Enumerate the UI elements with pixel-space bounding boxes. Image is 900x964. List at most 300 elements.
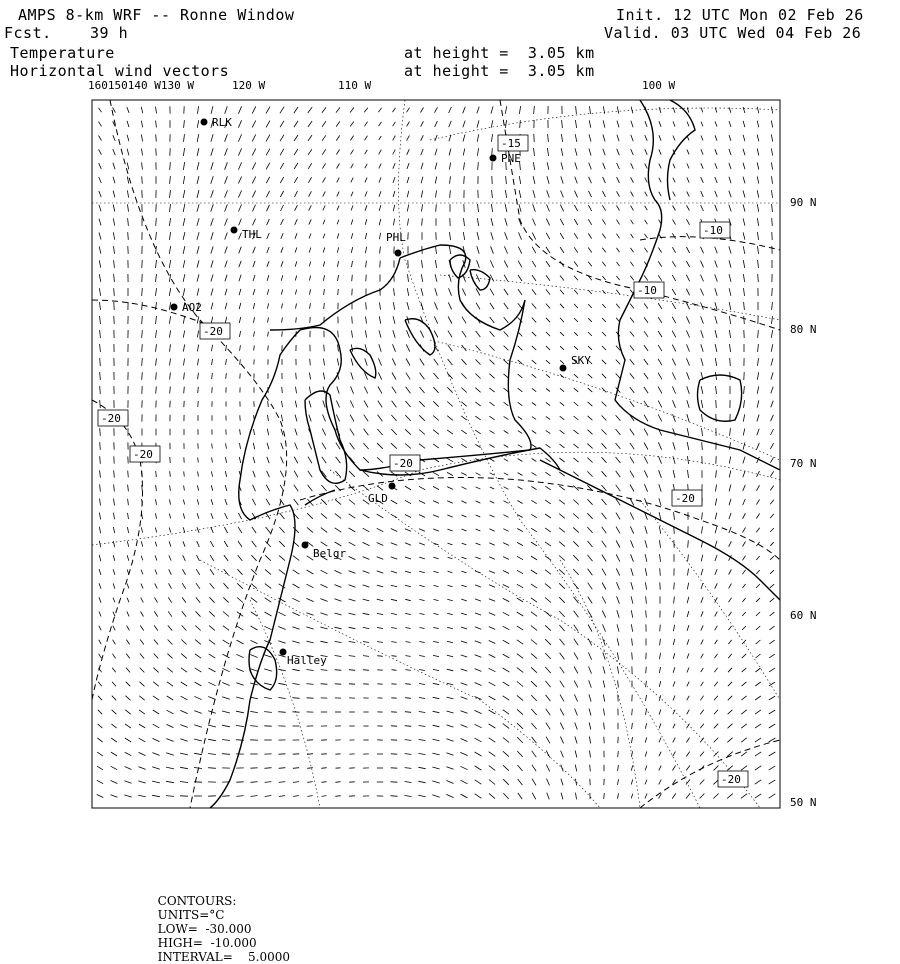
- wind-vector: [351, 150, 354, 155]
- wind-vector: [222, 754, 230, 755]
- wind-vector: [224, 527, 227, 533]
- wind-vector: [517, 529, 523, 532]
- wind-vector: [405, 754, 412, 755]
- wind-vector: [687, 710, 690, 715]
- wind-vector: [701, 597, 703, 603]
- wind-vector: [225, 261, 227, 268]
- graticule-line: [330, 470, 760, 808]
- wind-vector: [197, 331, 198, 338]
- wind-vector: [757, 443, 760, 449]
- wind-vector: [169, 218, 170, 226]
- wind-vector: [756, 499, 759, 504]
- map-title: AMPS 8-km WRF -- Ronne Window: [18, 6, 294, 24]
- wind-vector: [253, 443, 254, 449]
- wind-vector: [266, 499, 270, 505]
- wind-vector: [194, 739, 202, 741]
- wind-vector: [616, 541, 620, 548]
- wind-vector: [531, 695, 537, 701]
- wind-vector: [433, 571, 438, 573]
- wind-vector: [322, 457, 326, 463]
- wind-vector: [546, 695, 551, 701]
- wind-vector: [434, 599, 439, 600]
- wind-vector: [377, 528, 384, 531]
- wind-vector: [169, 555, 171, 560]
- wind-vector: [351, 247, 352, 253]
- wind-vector: [295, 443, 298, 450]
- wind-vector: [141, 107, 143, 113]
- wind-vector: [125, 724, 131, 728]
- wind-vector: [112, 668, 116, 673]
- wind-vector: [588, 611, 592, 618]
- contour-label: -15: [501, 137, 521, 150]
- wind-vector: [181, 682, 187, 686]
- wind-vector: [209, 611, 214, 616]
- wind-vector: [377, 486, 383, 491]
- wind-vector: [532, 388, 536, 391]
- wind-vector: [281, 247, 283, 253]
- wind-vector: [391, 628, 397, 629]
- wind-vector: [617, 248, 620, 252]
- wind-vector: [503, 585, 509, 588]
- wind-vector: [295, 276, 296, 281]
- graticule-line: [440, 275, 780, 320]
- wind-vector: [100, 358, 101, 366]
- wind-vector: [545, 528, 551, 532]
- wind-vector: [267, 289, 269, 295]
- wind-vector: [504, 431, 509, 434]
- wind-vector: [420, 614, 425, 615]
- wind-vector: [674, 597, 675, 604]
- wind-vector: [658, 275, 662, 280]
- wind-vector: [142, 302, 143, 310]
- wind-vector: [491, 120, 493, 127]
- lat-label-80n: 80 N: [790, 323, 817, 336]
- wind-vector: [142, 176, 143, 183]
- wind-vector: [573, 472, 578, 477]
- wind-vector: [349, 599, 356, 601]
- wind-vector: [503, 640, 510, 644]
- wind-vector: [755, 710, 761, 714]
- wind-vector: [631, 540, 634, 547]
- wind-vector: [139, 696, 144, 700]
- wind-vector: [140, 654, 144, 659]
- wind-vector: [461, 613, 467, 615]
- wind-vector: [504, 416, 509, 419]
- wind-vector: [197, 317, 199, 324]
- wind-vector: [603, 120, 605, 127]
- wind-vector: [757, 149, 759, 156]
- wind-vector: [281, 275, 283, 280]
- wind-vector: [519, 190, 521, 198]
- wind-vector: [156, 386, 157, 393]
- wind-vector: [631, 220, 634, 224]
- wind-vector: [659, 709, 661, 714]
- wind-vector: [589, 149, 591, 156]
- wind-vector: [391, 571, 397, 573]
- wind-vector: [183, 345, 184, 352]
- legend-low: LOW= -30.000: [158, 922, 252, 936]
- wind-vector: [561, 751, 564, 758]
- wind-vector: [365, 178, 367, 183]
- wind-vector: [631, 624, 632, 631]
- contour-label: -20: [203, 325, 223, 338]
- wind-vector: [715, 640, 718, 644]
- wind-vector: [743, 163, 745, 170]
- wind-vector: [715, 569, 717, 575]
- wind-vector: [475, 374, 480, 379]
- wind-vector: [211, 176, 214, 184]
- wind-vector: [114, 499, 115, 506]
- wind-vector: [128, 485, 129, 492]
- wind-vector: [321, 499, 327, 505]
- wind-vector: [603, 135, 605, 142]
- wind-vector: [365, 205, 367, 210]
- wind-vector: [716, 470, 717, 477]
- wind-vector: [743, 485, 746, 491]
- wind-vector: [533, 162, 534, 170]
- wind-vector: [602, 499, 607, 505]
- wind-vector: [618, 779, 619, 785]
- wind-vector: [631, 135, 633, 141]
- wind-vector: [211, 204, 214, 211]
- wind-vector: [575, 162, 577, 169]
- wind-vector: [616, 471, 621, 477]
- wind-vector: [602, 318, 606, 322]
- wind-vector: [714, 738, 719, 743]
- wind-vector: [253, 303, 254, 309]
- wind-vector: [574, 346, 578, 350]
- wind-vector: [560, 444, 565, 448]
- wind-vector: [238, 513, 241, 519]
- wind-vector: [379, 122, 382, 126]
- wind-vector: [379, 233, 380, 239]
- wind-vector: [560, 653, 565, 659]
- wind-vector: [99, 583, 101, 589]
- wind-vector: [701, 136, 703, 141]
- wind-vector: [658, 415, 662, 422]
- wind-vector: [363, 557, 370, 560]
- wind-vector: [517, 515, 522, 518]
- graticule-line: [640, 500, 780, 700]
- wind-vector: [434, 359, 439, 365]
- wind-vector: [447, 613, 453, 615]
- wind-vector: [447, 458, 453, 461]
- wind-vector: [365, 150, 368, 154]
- wind-vector: [278, 683, 285, 684]
- wind-vector: [770, 486, 773, 491]
- wind-vector: [113, 598, 115, 603]
- wind-vector: [225, 148, 228, 155]
- wind-vector: [757, 415, 759, 422]
- wind-vector: [309, 191, 312, 196]
- wind-vector: [475, 683, 482, 686]
- wind-vector: [602, 597, 606, 604]
- wind-vector: [503, 654, 510, 658]
- wind-vector: [574, 262, 578, 267]
- wind-vector: [770, 471, 773, 476]
- wind-vector: [644, 276, 648, 281]
- wind-vector: [559, 542, 565, 547]
- wind-vector: [602, 374, 606, 379]
- wind-vector: [617, 121, 619, 128]
- wind-vector: [100, 302, 101, 310]
- wind-vector: [393, 330, 395, 337]
- wind-vector: [560, 318, 564, 322]
- wind-vector: [589, 163, 592, 170]
- wind-vector: [531, 556, 537, 560]
- wind-vector: [436, 204, 437, 211]
- wind-vector: [503, 529, 508, 532]
- wind-vector: [349, 670, 355, 671]
- wind-vector: [588, 219, 591, 225]
- wind-vector: [504, 473, 508, 475]
- contour-label: -20: [675, 492, 695, 505]
- wind-vector: [461, 373, 466, 378]
- wind-vector: [617, 106, 619, 113]
- wind-vector: [169, 246, 170, 254]
- wind-vector: [658, 331, 662, 337]
- wind-vector: [503, 598, 509, 601]
- wind-vector: [562, 120, 563, 128]
- wind-vector: [531, 514, 537, 517]
- wind-vector: [225, 289, 227, 296]
- wind-vector: [310, 359, 311, 366]
- wind-vector: [350, 443, 355, 449]
- wind-vector: [463, 107, 466, 113]
- wind-vector: [338, 289, 339, 295]
- wind-vector: [603, 652, 605, 659]
- wind-vector: [602, 610, 605, 617]
- wind-vector: [476, 303, 480, 310]
- station-label: Halley: [287, 654, 327, 667]
- wind-vector: [743, 556, 746, 561]
- wind-vector: [197, 204, 199, 212]
- wind-vector: [700, 752, 704, 757]
- wind-vector: [419, 444, 425, 449]
- wind-vector: [659, 121, 661, 127]
- wind-vector: [238, 162, 241, 169]
- wind-vector: [419, 726, 426, 727]
- wind-vector: [673, 470, 675, 478]
- wind-vector: [727, 794, 733, 799]
- wind-vector: [575, 779, 576, 786]
- wind-vector: [419, 515, 425, 518]
- wind-vector: [700, 724, 704, 729]
- wind-vector: [559, 583, 565, 588]
- wind-vector: [183, 190, 185, 198]
- wind-vector: [701, 149, 703, 154]
- wind-vector: [405, 698, 411, 699]
- wind-vector: [560, 709, 564, 716]
- wind-vector: [547, 793, 550, 800]
- wind-vector: [645, 498, 648, 505]
- wind-vector: [435, 274, 437, 282]
- wind-vector: [226, 443, 227, 448]
- wind-vector: [100, 470, 101, 477]
- wind-vector: [295, 261, 297, 266]
- wind-vector: [153, 696, 159, 700]
- wind-vector: [602, 443, 607, 448]
- wind-vector: [672, 233, 675, 238]
- wind-vector: [727, 738, 732, 743]
- wind-vector: [393, 163, 395, 168]
- wind-vector: [532, 318, 536, 323]
- wind-vector: [504, 445, 509, 448]
- wind-vector: [253, 219, 256, 226]
- wind-vector: [476, 515, 481, 517]
- wind-vector: [379, 316, 380, 323]
- wind-vector: [113, 177, 115, 184]
- wind-vector: [532, 303, 536, 308]
- wind-vector: [461, 725, 468, 728]
- wind-vector: [644, 359, 648, 365]
- wind-vector: [461, 766, 468, 769]
- wind-vector: [198, 387, 199, 393]
- wind-vector: [307, 782, 313, 783]
- wind-vector: [182, 597, 186, 602]
- wind-vector: [631, 177, 634, 182]
- wind-vector: [212, 373, 213, 379]
- wind-vector: [169, 288, 170, 296]
- wind-vector: [617, 596, 620, 603]
- wind-vector: [391, 599, 397, 600]
- wind-vector: [460, 752, 467, 755]
- wind-vector: [505, 204, 507, 212]
- wind-vector: [337, 386, 339, 393]
- wind-vector: [588, 597, 592, 604]
- wind-vector: [504, 275, 508, 282]
- wind-vector: [418, 767, 425, 768]
- wind-vector: [728, 710, 733, 714]
- wind-vector: [196, 597, 200, 602]
- wind-vector: [128, 204, 129, 211]
- wind-vector: [183, 569, 186, 575]
- wind-vector: [603, 163, 606, 169]
- wind-vector: [267, 261, 269, 267]
- wind-vector-field: [97, 106, 776, 799]
- wind-vector: [379, 136, 382, 140]
- wind-vector: [338, 275, 339, 281]
- contour-line: [300, 478, 780, 561]
- wind-vector: [602, 513, 607, 519]
- wind-vector: [267, 429, 268, 435]
- wind-vector: [180, 725, 187, 728]
- wind-vector: [310, 303, 311, 309]
- wind-vector: [419, 698, 425, 699]
- wind-vector: [266, 135, 270, 142]
- wind-vector: [350, 122, 354, 127]
- wind-vector: [477, 134, 479, 141]
- wind-vector: [559, 625, 564, 631]
- wind-vector: [113, 555, 115, 561]
- wind-vector: [658, 261, 661, 266]
- wind-vector: [364, 122, 367, 127]
- wind-vector: [335, 570, 342, 573]
- wind-vector: [127, 527, 128, 533]
- wind-vector: [716, 386, 717, 394]
- wind-vector: [728, 640, 731, 644]
- wind-vector: [477, 232, 479, 240]
- wind-vector: [461, 780, 468, 784]
- wind-vector: [236, 796, 243, 797]
- wind-vector: [492, 190, 493, 198]
- wind-vector: [673, 738, 676, 743]
- wind-vector: [111, 795, 118, 798]
- wind-vector: [546, 360, 550, 364]
- wind-vector: [377, 642, 383, 643]
- wind-vector: [741, 710, 746, 714]
- wind-vector: [351, 164, 354, 169]
- wind-vector: [506, 176, 507, 184]
- wind-vector: [153, 738, 160, 741]
- wind-vector: [631, 765, 632, 770]
- wind-vector: [435, 163, 437, 170]
- wind-vector: [548, 134, 549, 142]
- wind-vector: [250, 711, 258, 712]
- wind-vector: [461, 711, 468, 714]
- wind-vector: [686, 247, 689, 253]
- wind-vector: [113, 626, 115, 631]
- wind-vector: [461, 501, 466, 503]
- wind-vector: [756, 570, 759, 574]
- wind-vector: [306, 670, 313, 671]
- wind-vector: [742, 612, 746, 616]
- wind-vector: [588, 205, 591, 211]
- wind-vector: [279, 541, 285, 547]
- wind-vector: [337, 359, 338, 366]
- wind-vector: [475, 571, 481, 573]
- wind-vector: [715, 316, 717, 324]
- wind-vector: [532, 360, 536, 364]
- wind-vector: [197, 527, 199, 533]
- wind-vector: [335, 528, 342, 532]
- wind-vector: [392, 358, 395, 365]
- wind-vector: [588, 346, 592, 350]
- wind-vector: [100, 400, 101, 408]
- wind-vector: [350, 108, 354, 113]
- wind-vector: [407, 135, 410, 140]
- wind-vector: [254, 429, 255, 435]
- wind-vector: [434, 585, 439, 586]
- wind-vector: [114, 274, 115, 282]
- wind-vector: [239, 457, 240, 463]
- wind-vector: [490, 459, 495, 462]
- wind-vector: [729, 163, 731, 169]
- wind-vector: [660, 639, 661, 646]
- wind-vector: [603, 149, 605, 156]
- wind-vector: [421, 177, 423, 184]
- wind-vector: [267, 275, 269, 281]
- wind-vector: [630, 429, 634, 435]
- wind-vector: [772, 302, 773, 310]
- wind-vector: [645, 709, 646, 715]
- wind-vector: [687, 233, 690, 239]
- wind-vector: [741, 766, 747, 771]
- wind-vector: [602, 332, 606, 336]
- wind-vector: [659, 135, 661, 140]
- wind-vector: [236, 725, 244, 726]
- wind-vector: [518, 289, 522, 295]
- wind-vector: [336, 150, 339, 155]
- wind-vector: [280, 191, 283, 197]
- wind-vector: [574, 374, 578, 378]
- wind-vector: [419, 571, 425, 573]
- wind-vector: [100, 316, 101, 324]
- wind-vector: [211, 260, 213, 267]
- wind-vector: [128, 218, 129, 226]
- wind-vector: [114, 246, 115, 254]
- wind-vector: [673, 400, 676, 407]
